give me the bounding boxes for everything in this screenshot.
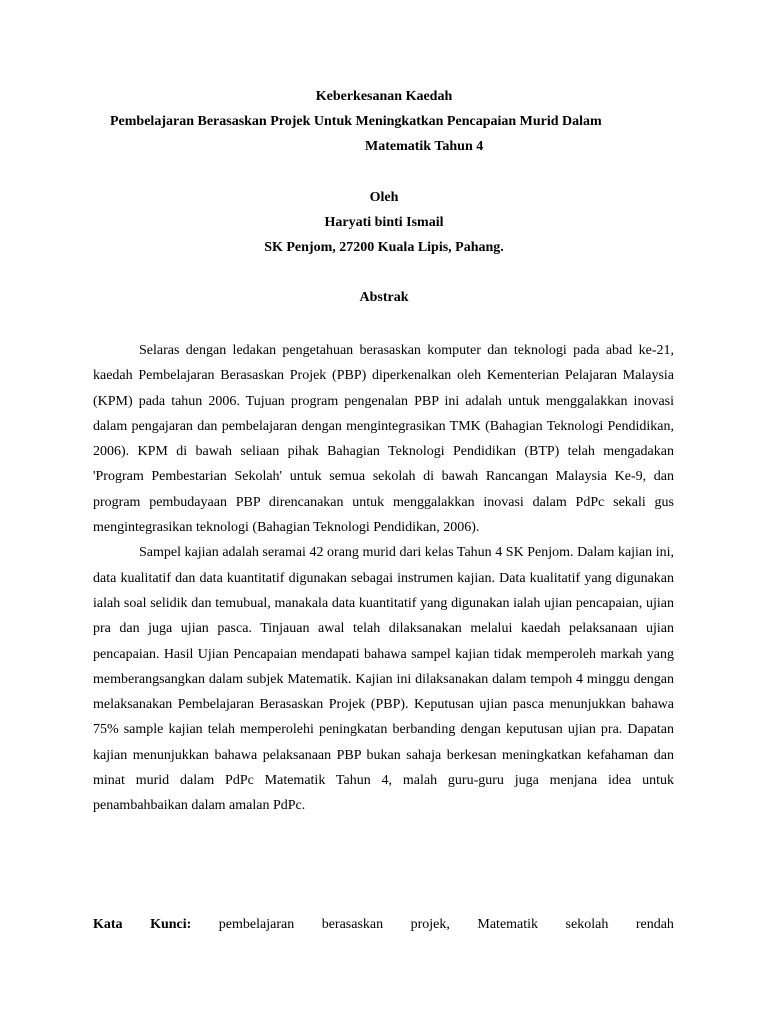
abstract-paragraph-1: Selaras dengan ledakan pengetahuan berasaskan komputer dan teknologi pada abad ke-21, kaedah Pembelajaran Berasaskan Projek (PBP) diperkenalkan oleh Kementerian Pelajaran Malaysia (KPM) pada tahun 2006. Tujuan program pengenalan PBP ini adalah untuk menggalakkan inovasi dalam pengajaran dan pembelajaran dengan mengintegrasikan TMK (Bahagian Teknologi Pendidikan, 2006). KPM di bawah seliaan pihak Bahagian Teknologi Pendidikan (BTP) telah mengadakan 'Program Pembestarian Sekolah' untuk semua sekolah di bawah Rancangan Malaysia Ke-9, dan program pembudayaan PBP direncanakan untuk menggalakkan inovasi dalam PdPc sekali gus mengintegrasikan teknologi (Bahagian Teknologi Pendidikan, 2006). xyxy=(93,343,674,536)
author-affiliation: SK Penjom, 27200 Kuala Lipis, Pahang. xyxy=(264,240,504,255)
keyword-item: pembelajaran xyxy=(218,917,295,932)
keyword-item: Matematik xyxy=(477,917,539,932)
keyword-item: sekolah xyxy=(565,917,609,932)
author-name: Haryati binti Ismail xyxy=(324,215,444,230)
keyword-item: rendah xyxy=(635,917,674,932)
keyword-item: projek, xyxy=(410,917,450,932)
keyword-item: berasaskan xyxy=(321,917,384,932)
title-line-1: Keberkesanan Kaedah xyxy=(315,89,453,104)
keywords-label-kunci: Kunci: xyxy=(150,917,192,932)
keywords-line xyxy=(93,917,674,933)
abstract-paragraph-2: Sampel kajian adalah seramai 42 orang murid dari kelas Tahun 4 SK Penjom. Dalam kajian ini, data kualitatif dan data kuantitatif digunakan sebagai instrumen kajian. Data kualitatif yang digunakan ialah soal selidik dan temubual, manakala data kuantitatif yang digunakan ialah ujian pencapaian, ujian pra dan juga ujian pasca. Tinjauan awal telah dilaksanakan melalui kaedah pelaksanaan ujian pencapaian. Hasil Ujian Pencapaian mendapati bahawa sampel kajian tidak memperoleh markah yang memberangsangkan dalam subjek Matematik. Kajian ini dilaksanakan dalam tempoh 4 minggu dengan melaksanakan Pembelajaran Berasaskan Projek (PBP). Keputusan ujian pasca menunjukkan bahawa 75% sample kajian telah memperolehi peningkatan berbanding dengan keputusan ujian pra. Dapatan kajian menunjukkan bahawa pelaksanaan PBP bukan sahaja berkesan meningkatkan kefahaman dan minat murid dalam PdPc Matematik Tahun 4, malah guru-guru juga menjana idea untuk penambahbaikan dalam amalan PdPc. xyxy=(93,545,674,814)
title-line-2: Pembelajaran Berasaskan Projek Untuk Meningkatkan Pencapaian Murid Dalam xyxy=(110,114,602,129)
keywords-label-kata: Kata xyxy=(93,917,123,932)
by-label: Oleh xyxy=(369,190,399,205)
abstract-heading: Abstrak xyxy=(359,290,409,305)
title-line-3: Matematik Tahun 4 xyxy=(365,139,484,154)
abstract-body xyxy=(93,338,674,819)
